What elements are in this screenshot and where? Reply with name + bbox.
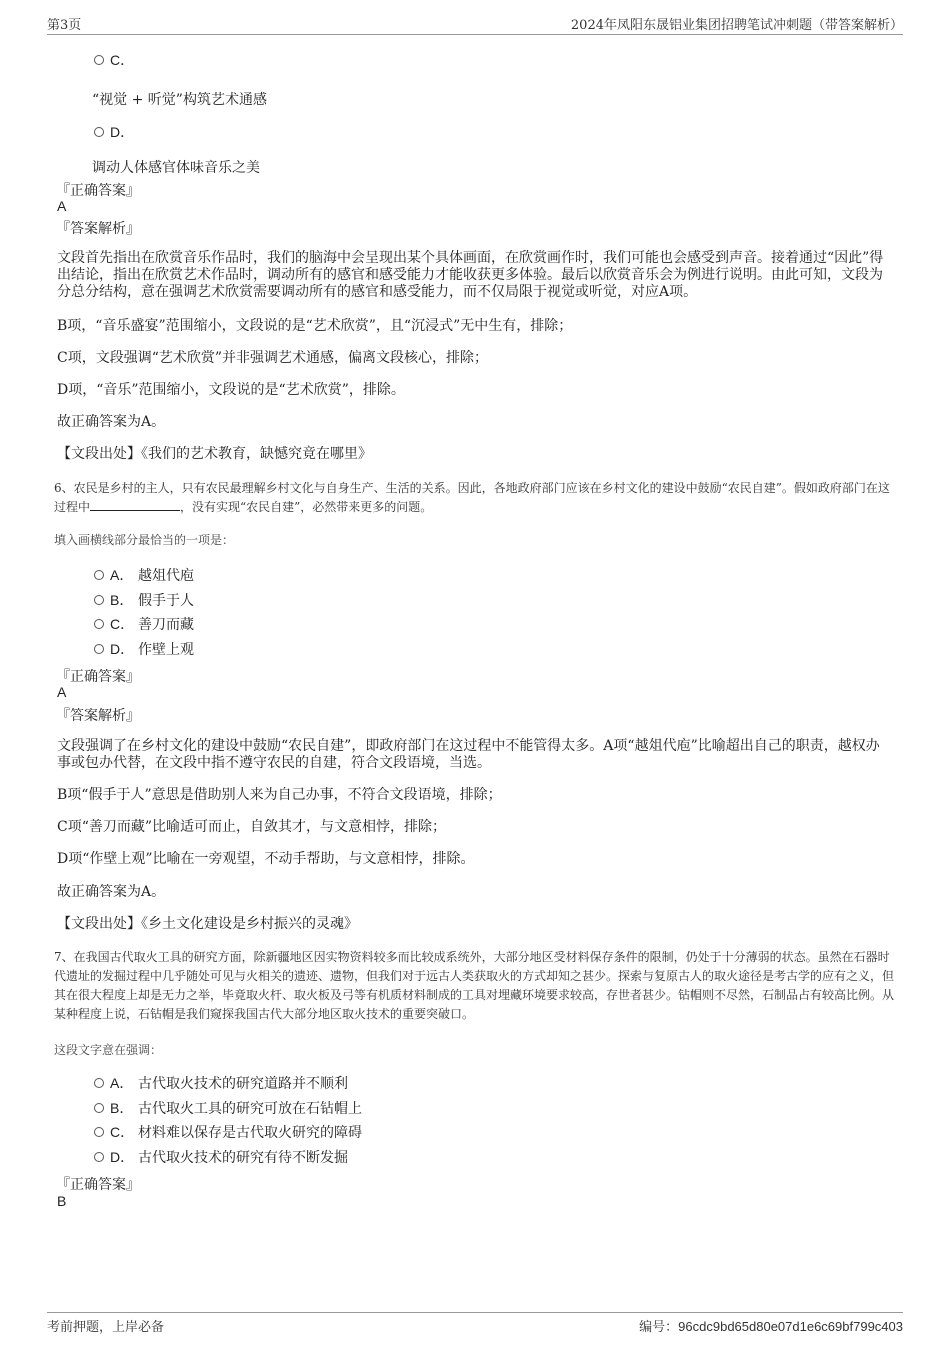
q7-option-d[interactable]: D． 古代取火技术的研究有待不断发掘 bbox=[94, 1147, 348, 1167]
q6-option-d[interactable]: D． 作壁上观 bbox=[94, 639, 194, 659]
q7-stem: 7、在我国古代取火工具的研究方面，除新疆地区因实物资料较多而比较成系统外，大部分地区受材料保存条件的限制，仍处于十分薄弱的状态。虽然在石器时代遗址的发掘过程中几乎随处可见与火相关的遗迹、遗物，但我们对于远古人类获取火的方式却知之甚少。探索与复原古人的取火途径是考古学的应有之义，但其在很大程度上却是无力之举，毕竟取火杆、取火板及弓等有机质材料制成的工具对埋藏环境要求较高，存世者甚少。钻帽则不尽然，石制品占有较高比例。从某种程度上说，石钻帽是我们窥探我国古代大部分地区取火技术的重要突破口。 bbox=[54, 950, 895, 1021]
page-footer bbox=[47, 1312, 903, 1335]
page-number: 第3页 bbox=[47, 18, 82, 33]
radio-icon[interactable] bbox=[94, 127, 104, 137]
q7-option-b[interactable]: B． 古代取火工具的研究可放在石钻帽上 bbox=[94, 1098, 362, 1118]
footer-slogan: 考前押题，上岸必备 bbox=[47, 1320, 165, 1335]
q6-option-c[interactable]: C． 善刀而藏 bbox=[94, 614, 194, 634]
radio-icon[interactable] bbox=[94, 644, 104, 654]
q5-analysis-para-1: 文段首先指出在欣赏音乐作品时，我们的脑海中会呈现出某个具体画面，在欣赏画作时，我们可能也会感受到声音。接着通过“因此”得出结论，指出在欣赏艺术作品时，调动所有的感官和感受能力才能收获更多体验。最后以欣赏音乐会为例进行说明。由此可知，文段为分总分结构，意在强调艺术欣赏需要调动所有的感官和感受能力，而不仅局限于视觉或听觉，对应A项。 bbox=[57, 250, 884, 300]
q6-option-b[interactable]: B． 假手于人 bbox=[94, 590, 194, 610]
q5-answer-label: 『正确答案』 bbox=[56, 183, 140, 199]
document-title: 2024年凤阳东晟铝业集团招聘笔试冲刺题（带答案解析） bbox=[570, 18, 903, 33]
q7-prompt: 这段文字意在强调： bbox=[54, 1043, 163, 1057]
q5-answer: A bbox=[57, 198, 67, 214]
q5-option-d-text: 调动人体感官体味音乐之美 bbox=[92, 160, 260, 176]
q6-analysis-para-4: D项“作壁上观”比喻在一旁观望，不动手帮助，与文意相悖，排除。 bbox=[57, 851, 475, 867]
radio-icon[interactable] bbox=[94, 619, 104, 629]
q6-analysis-para-1: 文段强调了在乡村文化的建设中鼓励“农民自建”，即政府部门在这过程中不能管得太多。A项“越俎代庖”比喻超出自己的职责，越权办事或包办代替，在文段中指不遵守农民的自建，符合文段语境，当选。 bbox=[57, 738, 880, 771]
q6-stem: 6、农民是乡村的主人，只有农民最理解乡村文化与自身生产、生活的关系。因此，各地政府部门应该在乡村文化的建设中鼓励“农民自建”。假如政府部门在这过程中 ，没有实现“农民自建”，必然带来更多的问题。 bbox=[54, 481, 890, 514]
q6-analysis-para-2: B项“假手于人”意思是借助别人来为自己办事，不符合文段语境，排除； bbox=[57, 787, 502, 803]
q7-option-a[interactable]: A． 古代取火技术的研究道路并不顺利 bbox=[94, 1073, 348, 1093]
q6-answer-label: 『正确答案』 bbox=[56, 669, 140, 685]
q6-analysis-para-3: C项“善刀而藏”比喻适可而止，自敛其才，与文意相悖，排除； bbox=[57, 819, 447, 835]
radio-icon[interactable] bbox=[94, 1078, 104, 1088]
q5-analysis-para-3: C项，文段强调“艺术欣赏”并非强调艺术通感，偏离文段核心，排除； bbox=[57, 350, 489, 366]
q6-answer: A bbox=[57, 684, 67, 700]
q5-option-c[interactable]: C． bbox=[94, 50, 138, 70]
q7-answer: B bbox=[57, 1193, 67, 1209]
q7-option-c[interactable]: C． 材料难以保存是古代取火研究的障碍 bbox=[94, 1122, 362, 1142]
q5-analysis-para-5: 故正确答案为A。 bbox=[57, 414, 166, 430]
radio-icon[interactable] bbox=[94, 570, 104, 580]
radio-icon[interactable] bbox=[94, 1152, 104, 1162]
q5-analysis-para-4: D项，“音乐”范围缩小，文段说的是“艺术欣赏”，排除。 bbox=[57, 382, 405, 398]
q5-option-c-text: “视觉 + 听觉”构筑艺术通感 bbox=[92, 92, 267, 108]
page-header bbox=[47, 14, 903, 35]
q6-analysis-label: 『答案解析』 bbox=[56, 708, 140, 724]
radio-icon[interactable] bbox=[94, 55, 104, 65]
q7-answer-label: 『正确答案』 bbox=[56, 1177, 140, 1193]
fill-blank bbox=[90, 498, 180, 511]
radio-icon[interactable] bbox=[94, 1103, 104, 1113]
q6-prompt: 填入画横线部分最恰当的一项是： bbox=[54, 533, 235, 547]
radio-icon[interactable] bbox=[94, 595, 104, 605]
q5-analysis-label: 『答案解析』 bbox=[56, 221, 140, 237]
q6-analysis-para-5: 故正确答案为A。 bbox=[57, 884, 166, 900]
q5-source: 【文段出处】《我们的艺术教育，缺憾究竟在哪里》 bbox=[57, 446, 372, 462]
radio-icon[interactable] bbox=[94, 1127, 104, 1137]
q6-source: 【文段出处】《乡土文化建设是乡村振兴的灵魂》 bbox=[57, 916, 358, 932]
document-code: 编号：96cdc9bd65d80e07d1e6c69bf799c403 bbox=[639, 1319, 903, 1335]
q5-option-d[interactable]: D． bbox=[94, 122, 138, 142]
q6-option-a[interactable]: A． 越俎代庖 bbox=[94, 565, 194, 585]
q5-analysis-para-2: B项，“音乐盛宴”范围缩小，文段说的是“艺术欣赏”，且“沉浸式”无中生有，排除； bbox=[57, 318, 573, 334]
